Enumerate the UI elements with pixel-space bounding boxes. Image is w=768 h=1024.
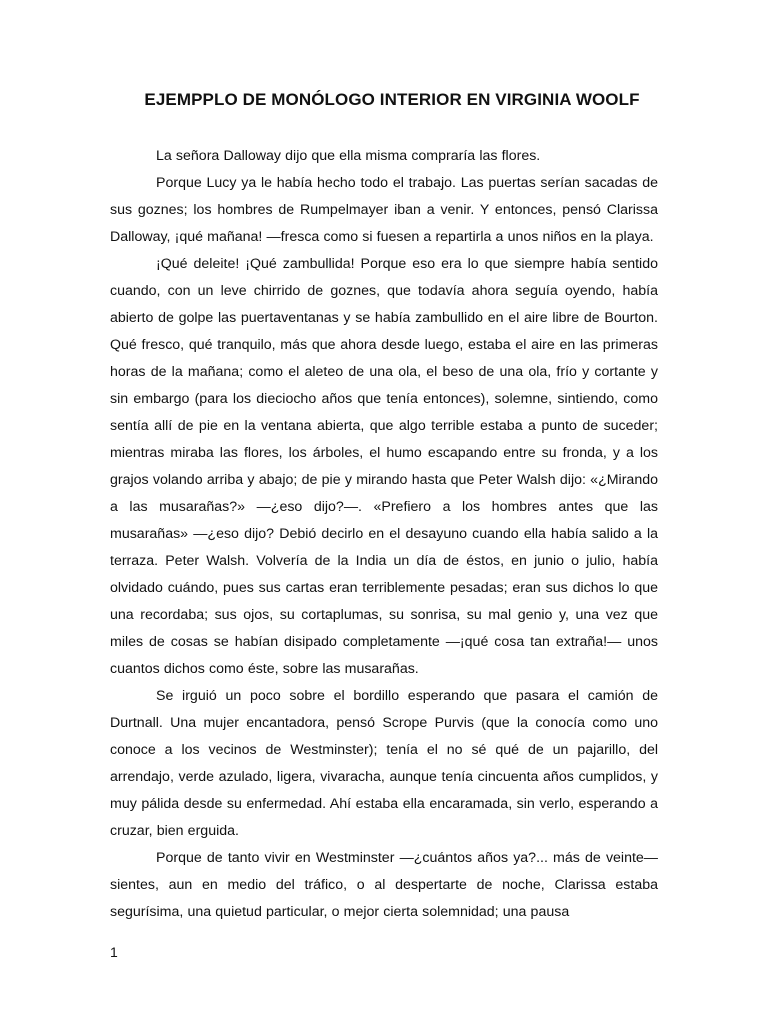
paragraph-2: Porque Lucy ya le había hecho todo el trabajo. Las puertas serían sacadas de sus goznes; los hombres de Rumpelmayer iban a venir. Y entonces, pensó Clarissa Dalloway, ¡qué mañana! —fresca como si fuesen a repartirla a unos niños en la playa.: [110, 175, 658, 245]
page-number: 1: [110, 944, 118, 960]
paragraph-1: La señora Dalloway dijo que ella misma compraría las flores.: [156, 148, 541, 164]
paragraph-5: Porque de tanto vivir en Westminster —¿cuántos años ya?... más de veinte— sientes, aun en medio del tráfico, o al despertarte de noche, Clarissa estaba segurísima, una quietud particular, o mejor cierta solemnidad; una pausa: [110, 850, 658, 920]
paragraph-3: ¡Qué deleite! ¡Qué zambullida! Porque eso era lo que siempre había sentido cuando, con un leve chirrido de goznes, que todavía ahora seguía oyendo, había abierto de golpe las puertaventanas y se había zambullido en el aire libre de Bourton. Qué fresco, qué tranquilo, más que ahora desde luego, estaba el aire en las primeras horas de la mañana; como el aleteo de una ola, el beso de una ola, frío y cortante y sin embargo (para los dieciocho años que tenía entonces), solemne, sintiendo, como sentía allí de pie en la ventana abierta, que algo terrible estaba a punto de suceder; mientras miraba las flores, los árboles, el humo escapando entre su fronda, y a los grajos volando arriba y abajo; de pie y mirando hasta que Peter Walsh dijo: «¿Mirando a las musarañas?» —¿eso dijo?—. «Prefiero a los hombres antes que las musarañas» —¿eso dijo? Debió decirlo en el desayuno cuando ella había salido a la terraza. Peter Walsh. Volvería de la India un día de éstos, en junio o julio, había olvidado cuándo, pues sus cartas eran terriblemente pesadas; eran sus dichos lo que una recordaba; sus ojos, su cortaplumas, su sonrisa, su mal genio y, una vez que miles de cosas se habían disipado completamente —¡qué cosa tan extraña!— unos cuantos dichos como éste, sobre las musarañas.: [110, 256, 658, 677]
paragraph-4: Se irguió un poco sobre el bordillo esperando que pasara el camión de Durtnall. Una mujer encantadora, pensó Scrope Purvis (que la conocía como uno conoce a los vecinos de Westminster); tenía el no sé qué de un pajarillo, del arrendajo, verde azulado, ligera, vivaracha, aunque tenía cincuenta años cumplidos, y muy pálida desde su enfermedad. Ahí estaba ella encaramada, sin verlo, esperando a cruzar, bien erguida.: [110, 688, 658, 839]
document-title: EJEMPPLO DE MONÓLOGO INTERIOR EN VIRGINIA WOOLF: [144, 90, 640, 109]
document-body: [110, 143, 658, 926]
